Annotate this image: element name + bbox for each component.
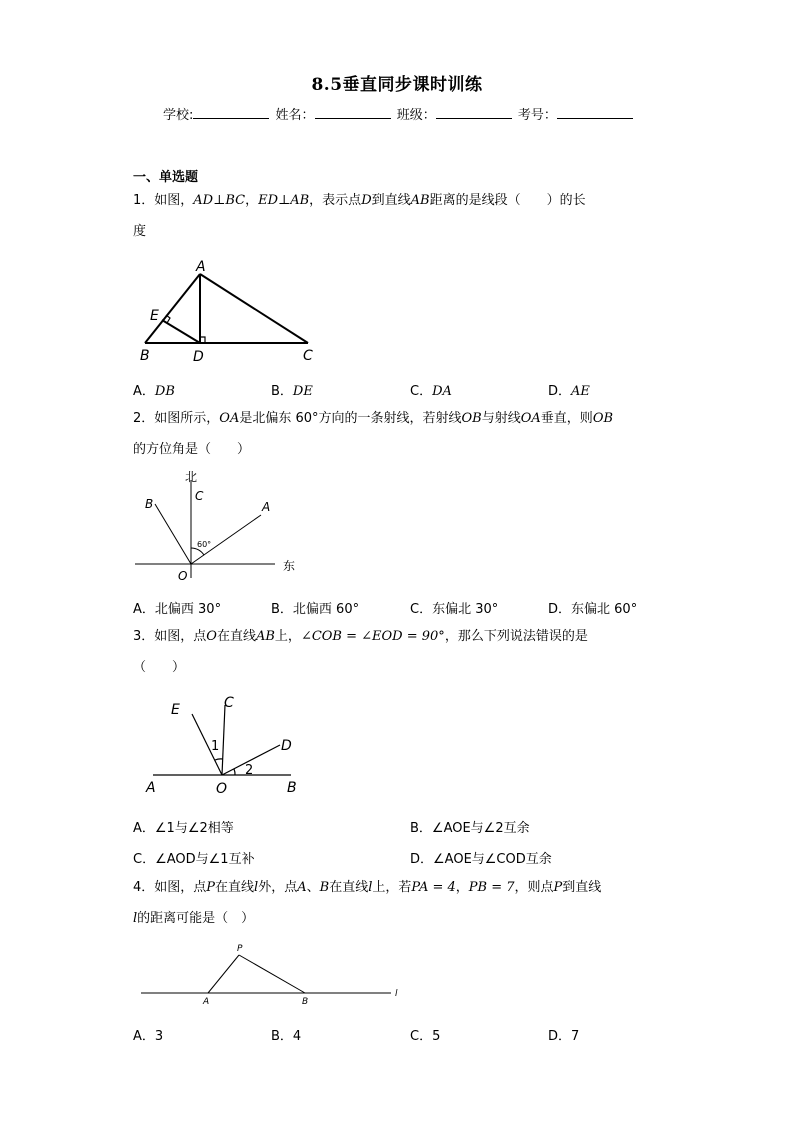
question-2-text: 2．如图所示，OA是北偏东 60°方向的一条射线，若射线OB与射线OA垂直，则OB 的方位角是（ ） <box>133 411 614 457</box>
svg-text:l: l <box>395 989 398 999</box>
question-4-text: 4．如图，点P在直线l外，点A、B在直线l上，若PA = 4，PB = 7，则点P到直线 l的距离可能是（ ） <box>133 880 602 926</box>
question-4-figure <box>133 940 413 1010</box>
svg-text:C: C <box>303 348 313 364</box>
svg-text:1: 1 <box>211 739 220 754</box>
q4-option-b[interactable]: B．4 <box>271 1029 302 1044</box>
svg-text:B: B <box>302 997 309 1007</box>
class-label: 班级： <box>396 108 436 123</box>
name-blank[interactable] <box>315 105 391 119</box>
q1-option-b[interactable]: B．DE <box>271 384 313 399</box>
q1-option-c[interactable]: C．DA <box>410 384 452 399</box>
svg-text:北: 北 <box>185 470 198 484</box>
q2-option-a[interactable]: A．北偏西 30° <box>133 602 222 617</box>
q1-option-d[interactable]: D．AE <box>548 384 590 399</box>
section-heading: 一、单选题 <box>133 170 199 185</box>
svg-text:D: D <box>193 349 204 365</box>
q4-option-d[interactable]: D．7 <box>548 1029 580 1044</box>
svg-text:A: A <box>262 500 271 514</box>
page-title: 8.5垂直同步课时训练 <box>311 75 483 95</box>
class-blank[interactable] <box>436 105 512 119</box>
svg-text:B: B <box>287 780 297 796</box>
student-info-line <box>163 104 635 123</box>
q1-option-a[interactable]: A．DB <box>133 384 175 399</box>
number-label: 考号： <box>517 108 557 123</box>
q3-option-b[interactable]: B．∠AOE与∠2互余 <box>410 821 530 836</box>
svg-text:P: P <box>237 944 243 954</box>
question-3-figure <box>133 690 313 800</box>
svg-text:A: A <box>146 780 156 796</box>
svg-text:2: 2 <box>245 763 254 778</box>
number-blank[interactable] <box>557 105 633 119</box>
q2-option-b[interactable]: B．北偏西 60° <box>271 602 360 617</box>
svg-text:A: A <box>203 997 210 1007</box>
svg-text:C: C <box>224 695 234 711</box>
svg-text:A: A <box>196 259 206 275</box>
question-3-text: 3．如图，点O在直线AB上，∠COB = ∠EOD = 90°，那么下列说法错误的是 （ ） <box>133 629 588 675</box>
q2-option-c[interactable]: C．东偏北 30° <box>410 602 499 617</box>
q3-option-c[interactable]: C．∠AOD与∠1互补 <box>133 852 255 867</box>
question-2-figure <box>133 468 303 583</box>
svg-text:D: D <box>281 738 292 754</box>
svg-text:B: B <box>145 497 154 511</box>
q4-option-a[interactable]: A．3 <box>133 1029 164 1044</box>
name-label: 姓名： <box>275 108 315 123</box>
q3-option-a[interactable]: A．∠1与∠2相等 <box>133 821 234 836</box>
svg-text:B: B <box>140 348 150 364</box>
question-1-text: 1．如图，AD⊥BC，ED⊥AB，表示点D到直线AB距离的是线段（ ）的长 度 <box>133 193 586 239</box>
svg-text:O: O <box>178 569 188 583</box>
q4-option-c[interactable]: C．5 <box>410 1029 441 1044</box>
school-label: 学校: <box>163 108 194 123</box>
svg-text:C: C <box>195 489 204 503</box>
svg-text:E: E <box>171 702 180 718</box>
svg-text:60°: 60° <box>197 540 212 549</box>
q2-option-d[interactable]: D．东偏北 60° <box>548 602 638 617</box>
q3-option-d[interactable]: D．∠AOE与∠COD互余 <box>410 852 552 867</box>
svg-text:O: O <box>216 781 228 797</box>
school-blank[interactable] <box>193 105 269 119</box>
question-1-figure <box>133 255 333 370</box>
svg-text:E: E <box>150 308 159 324</box>
svg-text:东: 东 <box>283 559 296 573</box>
